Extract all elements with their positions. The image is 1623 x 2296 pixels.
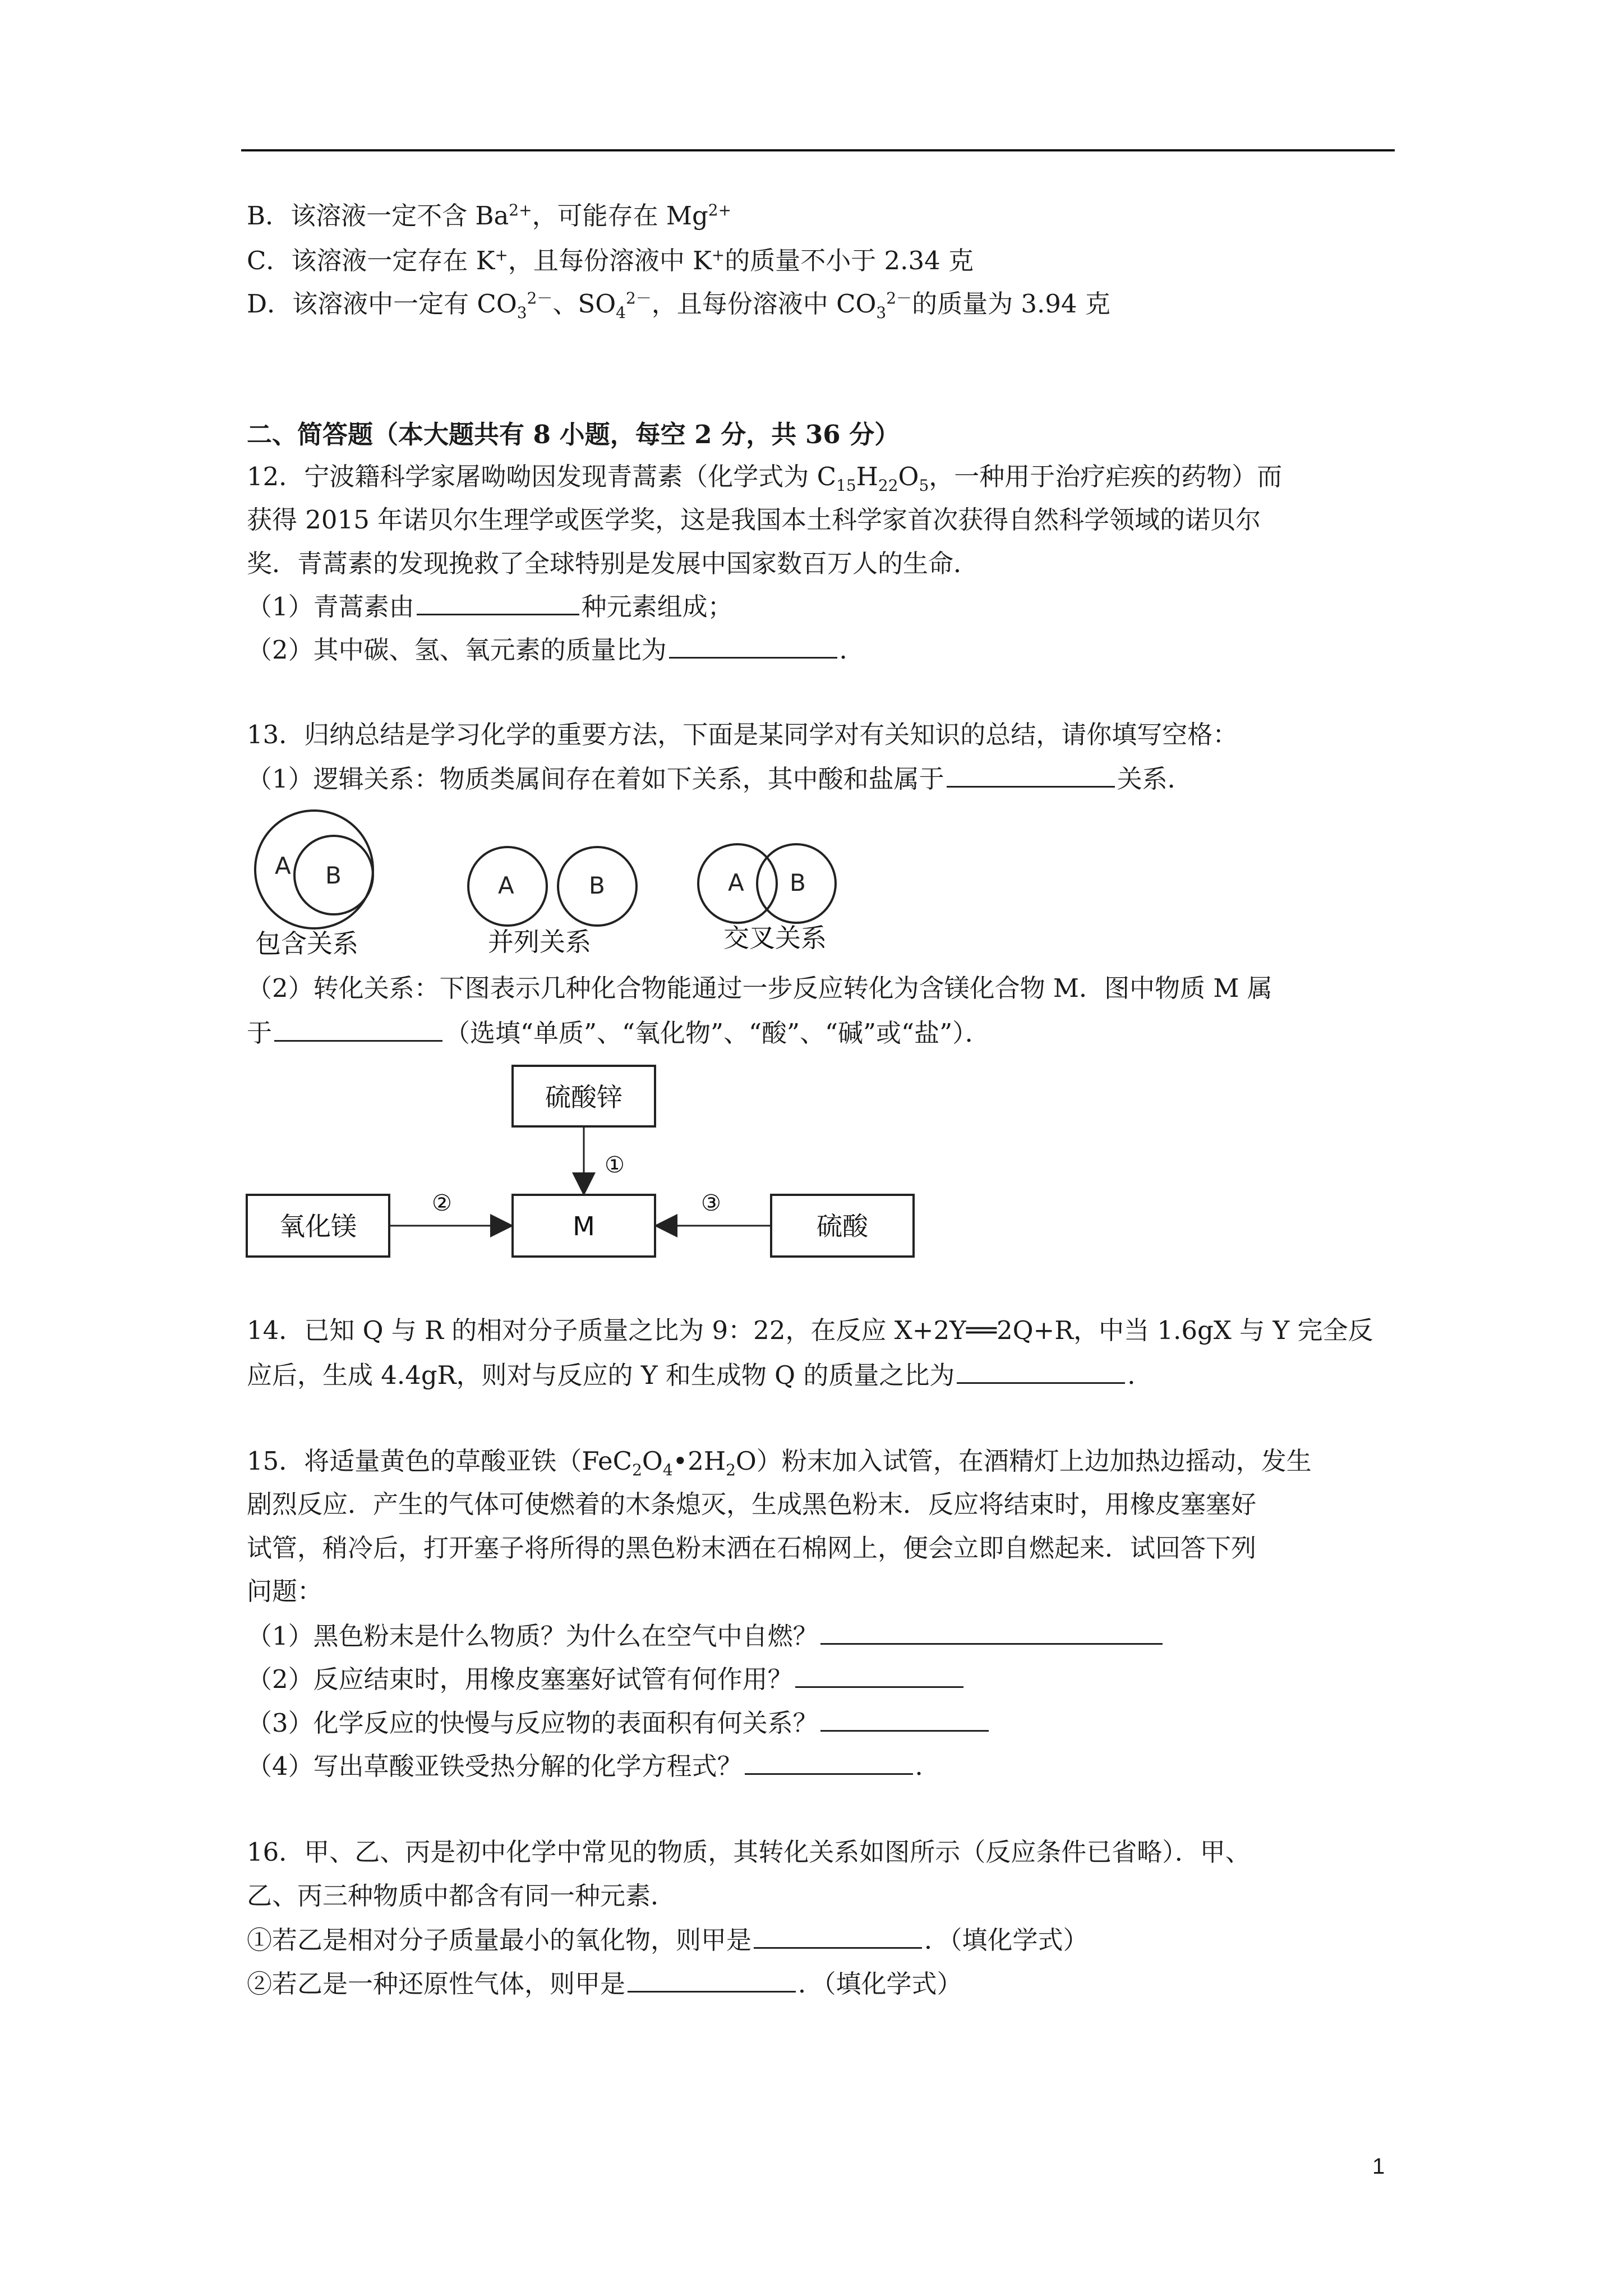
- venn-outer-circle: [255, 811, 373, 928]
- q15-part2: （2）反应结束时，用橡皮塞塞好试管有何作用？: [247, 1662, 966, 1696]
- option-b: B．该溶液一定不含 $Ba^{2+}$，可能存在 $Mg^{2+}$: [247, 201, 732, 231]
- answer-blank[interactable]: [669, 632, 837, 659]
- arrow-2-label: ②: [432, 1190, 452, 1216]
- venn-label-b: B: [790, 869, 806, 896]
- q14-line1: 14．已知 Q 与 R 的相对分子质量之比为 9：22，在反应 X+2Y══2Q+R，中当 1.6gX 与 Y 完全反: [247, 1315, 1373, 1345]
- answer-blank[interactable]: [274, 1015, 442, 1042]
- arrow-3-label: ③: [701, 1190, 721, 1216]
- q16-line1: 16．甲、乙、丙是初中化学中常见的物质，其转化关系如图所示（反应条件已省略）．甲、: [247, 1837, 1251, 1867]
- box-sulfuric-acid-label: 硫酸: [817, 1211, 868, 1241]
- venn-caption-inclusion: 包含关系: [255, 928, 358, 959]
- q12-part1: （1）青蒿素由 种元素组成；: [247, 589, 733, 624]
- answer-blank[interactable]: [820, 1705, 989, 1732]
- q12-part2: （2）其中碳、氢、氧元素的质量比为 ．: [247, 632, 865, 667]
- q16-part2: ②若乙是一种还原性气体，则甲是 ．（填化学式）: [247, 1966, 962, 2001]
- venn-caption-intersection: 交叉关系: [723, 923, 827, 953]
- q12-line1: 12．宁波籍科学家屠呦呦因发现青蒿素（化学式为 $C_{15}H_{22}O_5$，一种用于治疗疟疾的药物）而: [247, 462, 1283, 495]
- answer-blank[interactable]: [754, 1922, 922, 1949]
- q16-line2: 乙、丙三种物质中都含有同一种元素．: [247, 1881, 676, 1911]
- venn-label-a: A: [728, 869, 744, 896]
- q13-part2: （2）转化关系：下图表示几种化合物能通过一步反应转化为含镁化合物 M．图中物质 M 属: [247, 973, 1272, 1003]
- q15-part4: （4）写出草酸亚铁受热分解的化学方程式？ ．: [247, 1749, 940, 1783]
- venn-label-a: A: [498, 872, 514, 899]
- box-m-label: M: [573, 1211, 595, 1241]
- option-c: C．该溶液一定存在 K+，且每份溶液中 K+的质量不小于 2.34 克: [247, 246, 974, 275]
- q12-line2: 获得 2015 年诺贝尔生理学或医学奖，这是我国本土科学家首次获得自然科学领域的诺贝尔: [247, 505, 1261, 535]
- q13-part1: （1）逻辑关系：物质类属间存在着如下关系，其中酸和盐属于 关系．: [247, 761, 1193, 796]
- page-number: 1: [1372, 2154, 1385, 2179]
- q16-part1: ①若乙是相对分子质量最小的氧化物，则甲是 ．（填化学式）: [247, 1922, 1089, 1957]
- venn-label-b: B: [589, 872, 605, 899]
- q12-line3: 奖．青蒿素的发现挽救了全球特别是发展中国家数百万人的生命．: [247, 549, 979, 578]
- answer-blank[interactable]: [795, 1662, 963, 1688]
- q15-part1: （1）黑色粉末是什么物质？为什么在空气中自燃？: [247, 1618, 1165, 1653]
- answer-blank[interactable]: [417, 589, 579, 615]
- q15-line4: 问题：: [247, 1576, 323, 1606]
- q15-line1: 15．将适量黄色的草酸亚铁$(FeC_2O_4•2H_2O)$粉末加入试管，在酒精灯上边加热边摇动，发生: [247, 1446, 1312, 1479]
- answer-blank[interactable]: [947, 761, 1115, 788]
- q13-part2-cont: 于 （选填“单质”、“氧化物”、“酸”、“碱”或“盐”）．: [247, 1015, 990, 1050]
- box-zinc-sulfate-label: 硫酸锌: [545, 1082, 623, 1112]
- q14-line2: 应后，生成 4.4gR，则对与反应的 Y 和生成物 Q 的质量之比为 ．: [247, 1358, 1152, 1392]
- arrow-1-label: ①: [605, 1152, 625, 1178]
- venn-diagrams: [241, 802, 914, 970]
- venn-caption-parallel: 并列关系: [488, 927, 591, 957]
- box-magnesium-oxide-label: 氧化镁: [279, 1211, 357, 1241]
- header-rule: [241, 149, 1395, 151]
- section-heading: 二、简答题（本大题共有 8 小题，每空 2 分，共 36 分）: [247, 420, 900, 449]
- venn-label-b: B: [325, 862, 342, 889]
- q13-line1: 13．归纳总结是学习化学的重要方法，下面是某同学对有关知识的总结，请你填写空格：: [247, 720, 1238, 749]
- q15-line2: 剧烈反应．产生的气体可使燃着的木条熄灭，生成黑色粉末．反应将结束时，用橡皮塞塞好: [247, 1489, 1257, 1519]
- q15-part3: （3）化学反应的快慢与反应物的表面积有何关系？: [247, 1705, 991, 1740]
- conversion-diagram: [241, 1060, 970, 1273]
- venn-label-a: A: [275, 852, 291, 880]
- q15-line3: 试管，稍冷后，打开塞子将所得的黑色粉末洒在石棉网上，便会立即自燃起来．试回答下列: [247, 1533, 1257, 1563]
- answer-blank[interactable]: [628, 1966, 796, 1993]
- answer-blank[interactable]: [820, 1618, 1163, 1645]
- option-d: D．该溶液中一定有 $CO_3^{2-}$、$SO_4^{2-}$，且每份溶液中 $CO_3^{2-}$的质量为 3.94 克: [247, 289, 1110, 322]
- answer-blank[interactable]: [957, 1358, 1125, 1384]
- answer-blank[interactable]: [745, 1749, 913, 1775]
